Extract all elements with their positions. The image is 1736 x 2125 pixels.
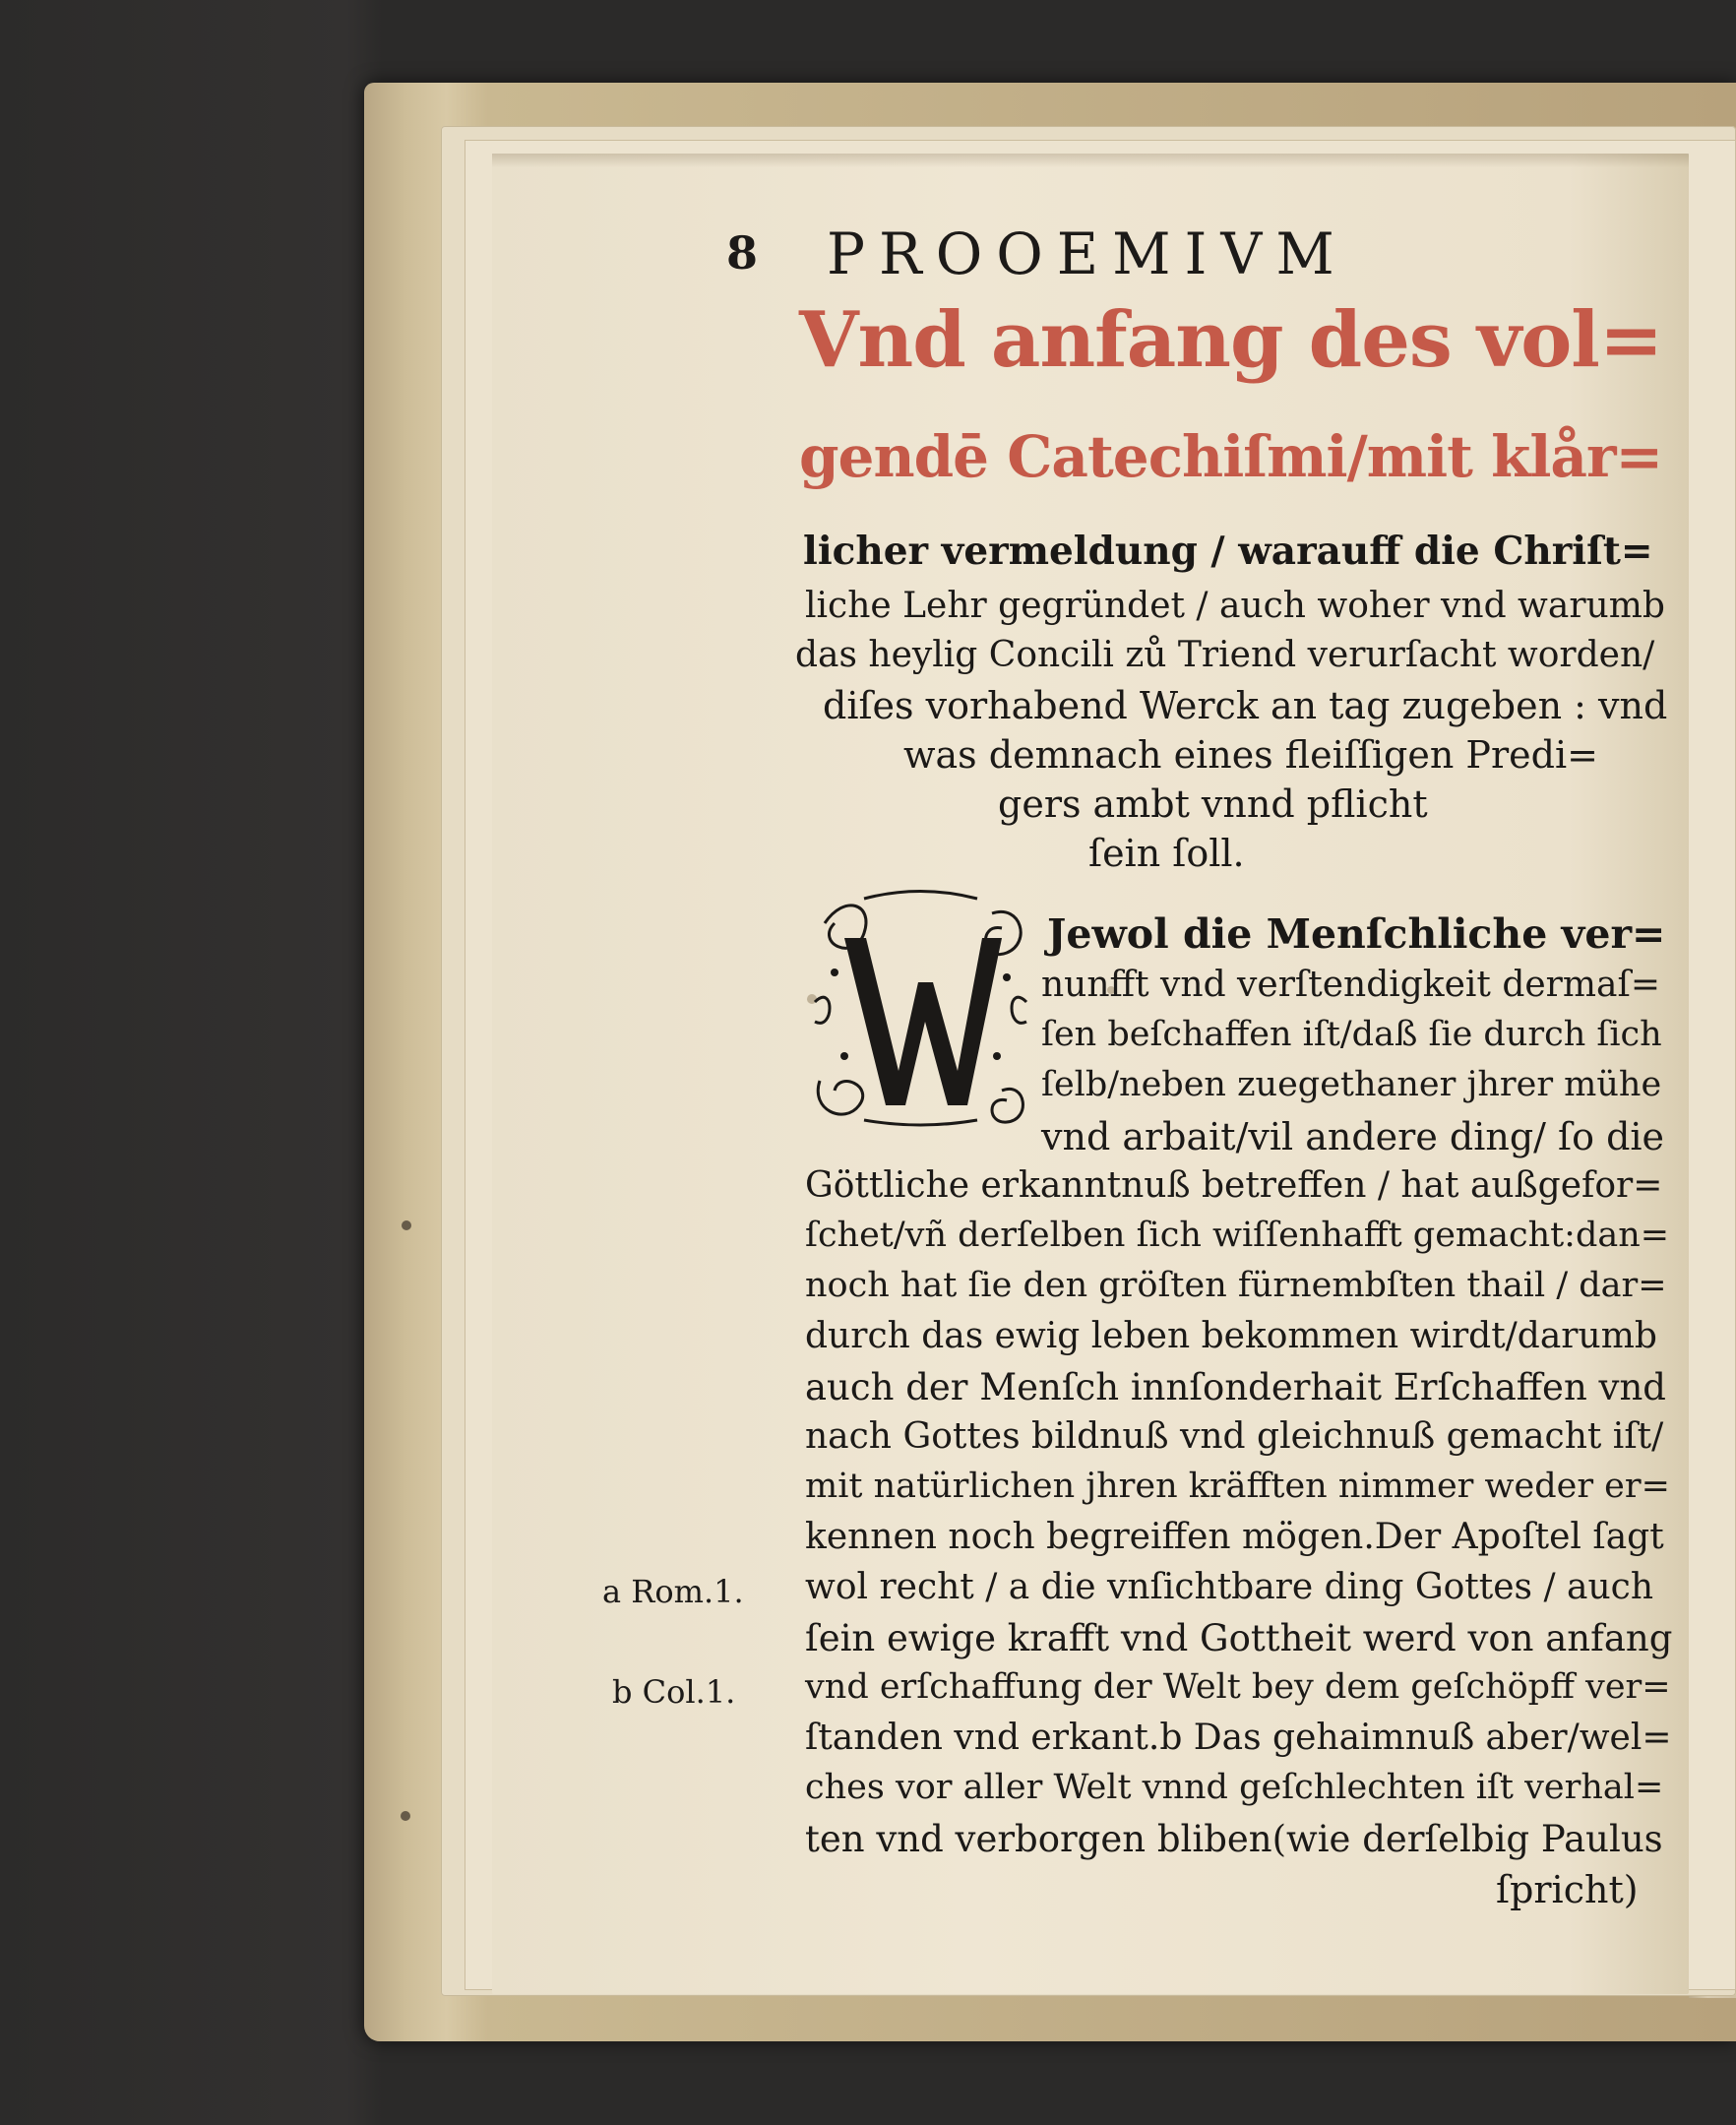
page-number: 8	[726, 226, 759, 280]
body-line: ſen beſchaffen iſt/daß ſie durch ſich	[1041, 1015, 1662, 1054]
running-head: PROOEMIVM	[827, 220, 1348, 287]
body-line: ſchet/vñ derſelben ſich wiſſenhafft gemacht:dan=	[805, 1216, 1670, 1255]
body-line: vnd erſchaffung der Welt bey dem geſchöpff ver=	[805, 1667, 1671, 1707]
catchword: ſpricht)	[1496, 1868, 1639, 1911]
initial-letter-glyph	[844, 938, 1002, 1105]
body-line: durch das ewig leben bekommen wirdt/darumb	[805, 1316, 1657, 1356]
intro-line: diſes vorhabend Werck an tag zugeben : vnd	[823, 684, 1668, 727]
body-line: auch der Menſch innſonderhait Erſchaffen vnd	[805, 1366, 1666, 1408]
intro-line: was demnach eines fleiſſigen Predi=	[903, 733, 1598, 777]
body-line: mit natürlichen jhren kräfften nimmer weder er=	[805, 1467, 1670, 1506]
body-line: ſein ewige krafft vnd Gottheit werd von anfang	[805, 1617, 1673, 1659]
margin-note: b Col.1.	[612, 1673, 736, 1711]
body-line: ſelb/neben zuegethaner jhrer mühe	[1041, 1065, 1662, 1104]
body-line: Göttliche erkanntnuß betreffen / hat außgefor=	[805, 1165, 1663, 1206]
body-line: kennen noch begreiffen mögen.Der Apoſtel ſagt	[805, 1517, 1664, 1557]
body-line: ten vnd verborgen bliben(wie derſelbig Paulus	[805, 1818, 1663, 1860]
body-line: ſtanden vnd erkant.b Das gehaimnuß aber/wel=	[805, 1718, 1672, 1758]
decorated-initial	[805, 884, 1035, 1130]
title-line: licher vermeldung / warauff die Chriſt=	[803, 529, 1653, 574]
intro-line: gers ambt vnnd pflicht	[998, 782, 1428, 826]
body-line: vnd arbait/vil andere ding/ ſo die	[1041, 1115, 1665, 1158]
body-line: noch hat ſie den gröſten fürnembſten thail / dar=	[805, 1266, 1667, 1305]
title-line: Vnd anfang des vol=	[799, 295, 1663, 385]
title-line: gendē Catechiſmi/mit klår=	[799, 423, 1663, 490]
stain-spot	[402, 1220, 411, 1230]
page-shadow	[492, 154, 1689, 167]
intro-line: ſein ſoll.	[1088, 832, 1245, 875]
body-line: nunfft vnd verſtendigkeit dermaſ=	[1041, 965, 1660, 1005]
body-line: wol recht / a die vnſichtbare ding Gottes / auch	[805, 1567, 1654, 1607]
body-first-line: Jewol die Menſchliche ver=	[1047, 910, 1666, 958]
body-line: nach Gottes bildnuß vnd gleichnuß gemacht iſt/	[805, 1416, 1664, 1457]
intro-line: das heylig Concili zů Triend verurſacht worden/	[795, 635, 1655, 675]
stain-spot	[401, 1811, 410, 1821]
margin-note: a Rom.1.	[602, 1573, 744, 1610]
intro-line: liche Lehr gegründet / auch woher vnd warumb	[805, 586, 1665, 626]
initial-ornament-icon	[805, 884, 1035, 1130]
body-line: ches vor aller Welt vnnd geſchlechten iſt verhal=	[805, 1768, 1664, 1807]
